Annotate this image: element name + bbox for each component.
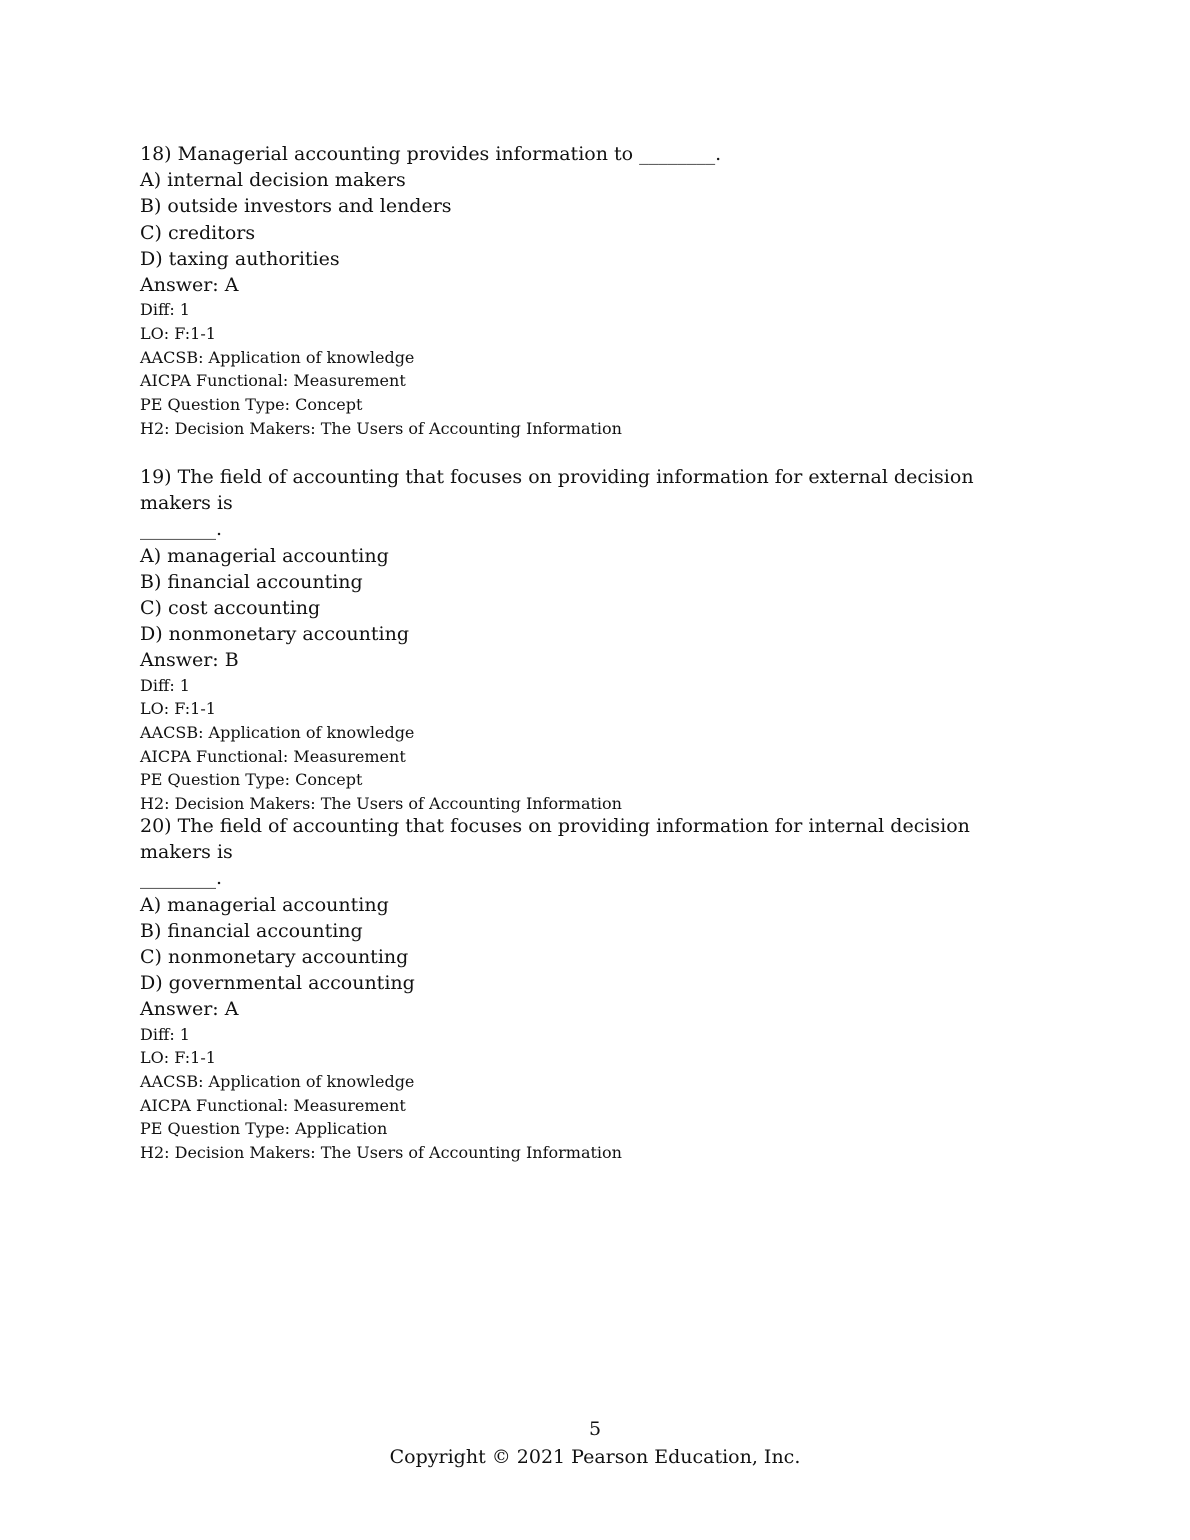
question-stem-line1: 19) The field of accounting that focuses on providing information for external decision makers is (140, 466, 974, 515)
question-stem: 18) Managerial accounting provides information to ________. (140, 143, 722, 165)
pe-question-type: PE Question Type: Concept (140, 770, 363, 790)
aicpa-tag: AICPA Functional: Measurement (140, 746, 406, 766)
question-stem-line2: ________. (140, 867, 223, 890)
question-19 (140, 464, 1000, 816)
page-number: 5 (588, 1418, 602, 1440)
learning-objective: LO: F:1-1 (140, 699, 216, 719)
aacsb-tag: AACSB: Application of knowledge (140, 1072, 415, 1092)
aacsb-tag: AACSB: Application of knowledge (140, 347, 415, 367)
question-18 (140, 141, 1000, 440)
question-20 (140, 813, 1000, 1165)
answer: Answer: A (140, 998, 239, 1021)
choice-c: C) cost accounting (140, 597, 321, 620)
h2-heading-tag: H2: Decision Makers: The Users of Accounting Information (140, 418, 622, 438)
question-stem-line2: ________. (140, 518, 223, 541)
choice-b: B) financial accounting (140, 919, 363, 942)
difficulty: Diff: 1 (140, 300, 190, 320)
choice-d: D) taxing authorities (140, 247, 340, 270)
choice-a: A) managerial accounting (140, 893, 389, 916)
aicpa-tag: AICPA Functional: Measurement (140, 1095, 406, 1115)
choice-c: C) creditors (140, 221, 256, 244)
aicpa-tag: AICPA Functional: Measurement (140, 371, 406, 391)
choice-c: C) nonmonetary accounting (140, 946, 409, 969)
choice-a: A) internal decision makers (140, 169, 406, 192)
learning-objective: LO: F:1-1 (140, 1048, 216, 1068)
difficulty: Diff: 1 (140, 1024, 190, 1044)
question-stem-line1: 20) The field of accounting that focuses on providing information for internal decision makers is (140, 815, 970, 864)
choice-d: D) nonmonetary accounting (140, 623, 409, 646)
difficulty: Diff: 1 (140, 675, 190, 695)
h2-heading-tag: H2: Decision Makers: The Users of Accounting Information (140, 794, 622, 814)
copyright-notice: Copyright © 2021 Pearson Education, Inc. (389, 1446, 801, 1468)
aacsb-tag: AACSB: Application of knowledge (140, 723, 415, 743)
pe-question-type: PE Question Type: Concept (140, 395, 363, 415)
h2-heading-tag: H2: Decision Makers: The Users of Accounting Information (140, 1143, 622, 1163)
choice-b: B) outside investors and lenders (140, 195, 452, 218)
choice-b: B) financial accounting (140, 570, 363, 593)
pe-question-type: PE Question Type: Application (140, 1119, 388, 1139)
learning-objective: LO: F:1-1 (140, 323, 216, 343)
answer: Answer: B (140, 649, 239, 672)
choice-d: D) governmental accounting (140, 972, 415, 995)
choice-a: A) managerial accounting (140, 544, 389, 567)
answer: Answer: A (140, 274, 239, 297)
